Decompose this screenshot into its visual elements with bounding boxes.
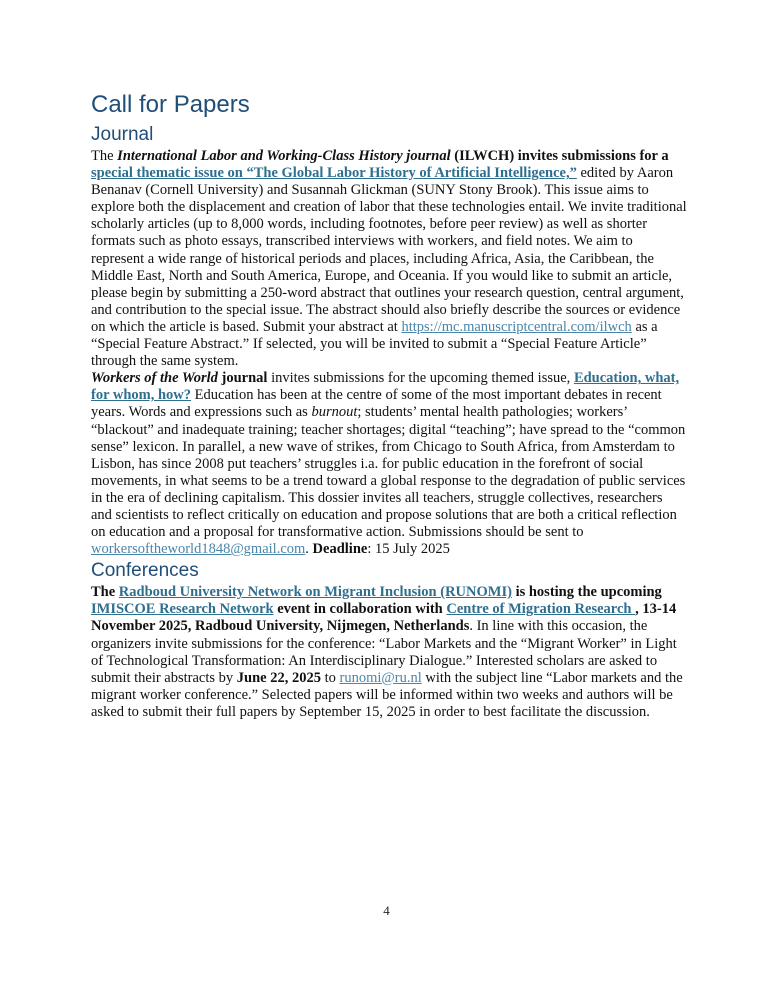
text-run: to <box>320 669 340 686</box>
text-run-bold: is hosting the upcoming <box>511 584 662 601</box>
deadline-label: Deadline <box>312 541 368 558</box>
text-run: . <box>305 541 313 558</box>
paragraph-ilwch <box>91 148 687 370</box>
text-run-bold: journal <box>217 370 268 387</box>
text-run: . In line with this occasion, the organizers invite submissions for the conference: “Labor Markets and the “Migrant Worker” in Light of Technological Transformation: An Interdisciplinary Dialogue.” Interested scholars are asked to submit their abstracts by <box>91 618 677 686</box>
link-special-issue-ai[interactable]: special thematic issue on “The Global Labor History of Artificial Intelligence,” <box>91 165 577 182</box>
text-run: edited by Aaron Benanav (Cornell University) and Susannah Glickman (SUNY Stony Brook). This issue aims to explore both the displacement and creation of labor that these technologies entail. We invite traditional scholarly articles (up to 8,000 words, including footnotes, before peer review) as well as shorter formats such as photo essays, transcribed interviews with workers, and field notes. We aim to represent a wide range of historical periods and places, including Africa, Asia, the Caribbean, the Middle East, North and South America, Europe, and Oceania. If you would like to submit an article, please begin by submitting a 250-word abstract that outlines your research question, central argument, and contribution to the special issue. The abstract should also briefly describe the sources or evidence on which the article is based. Submit your abstract at <box>91 165 687 335</box>
journal-name-workers-of-the-world: Workers of the World <box>91 370 218 387</box>
text-run: ; students’ mental health pathologies; workers’ “blackout” and inadequate training; teacher shortages; digital “teaching”; have spread to the “common sense” lexicon. In parallel, a new wave of strikes, from Chicago to South Africa, from Amsterdam to Lisbon, has since 2008 put teachers’ struggles i.a. for public education in the forefront of social movements, in what seems to be a trend toward a global response to the degradation of public services in the era of declining capitalism. This dossier invites all teachers, struggle collectives, researchers and scientists to reflect critically on education and propose solutions that are both a critical reflection on education and a proposal for transformative action. Submissions should be sent to <box>91 404 686 541</box>
text-run-bold: event in collaboration with <box>273 601 447 618</box>
text-run-bold: (ILWCH) invites submissions for a <box>450 148 669 164</box>
section-heading-journal: Journal <box>91 124 154 145</box>
link-manuscript-central[interactable]: https://mc.manuscriptcentral.com/ilwch <box>401 318 632 335</box>
section-heading-conferences: Conferences <box>91 560 199 582</box>
text-run: The <box>91 148 118 164</box>
page-content <box>91 88 687 721</box>
page-number: 4 <box>383 903 390 918</box>
link-centre-of-migration-research[interactable]: Centre of Migration Research <box>446 601 636 618</box>
conference-date-location: , 13-14 November 2025, Radboud University, Nijmegen, Netherlands <box>91 601 677 635</box>
text-run: with the subject line “Labor markets and the migrant worker conference.” Selected papers will be informed within two weeks and authors will be asked to submit their full papers by September 15, 2025 in order to best facilitate the discussion. <box>91 669 683 720</box>
text-run-italic: burnout <box>311 404 358 421</box>
link-imiscoe[interactable]: IMISCOE Research Network <box>91 601 274 618</box>
paragraph-runomi <box>91 584 687 721</box>
abstract-deadline: June 22, 2025 <box>236 669 321 686</box>
paragraph-workers-of-the-world <box>91 370 687 558</box>
text-run: invites submissions for the upcoming themed issue, <box>267 370 574 387</box>
page-title: Call for Papers <box>91 91 250 118</box>
text-run-bold: The <box>91 584 119 601</box>
link-email-runomi[interactable]: runomi@ru.nl <box>339 669 422 686</box>
link-runomi[interactable]: Radboud University Network on Migrant Inclusion (RUNOMI) <box>118 584 512 601</box>
text-run: as a “Special Feature Abstract.” If selected, you will be invited to submit a “Special Feature Article” through the same system. <box>91 318 658 370</box>
journal-name-ilwch: International Labor and Working-Class History journal <box>117 148 451 164</box>
text-run: Education has been at the centre of some of the most important debates in recent years. Words and expressions such as <box>91 387 662 421</box>
link-email-workers-of-the-world[interactable]: workersoftheworld1848@gmail.com <box>91 541 306 558</box>
deadline-value: : 15 July 2025 <box>367 541 450 558</box>
link-education-issue[interactable]: Education, what, for whom, how? <box>91 370 680 404</box>
